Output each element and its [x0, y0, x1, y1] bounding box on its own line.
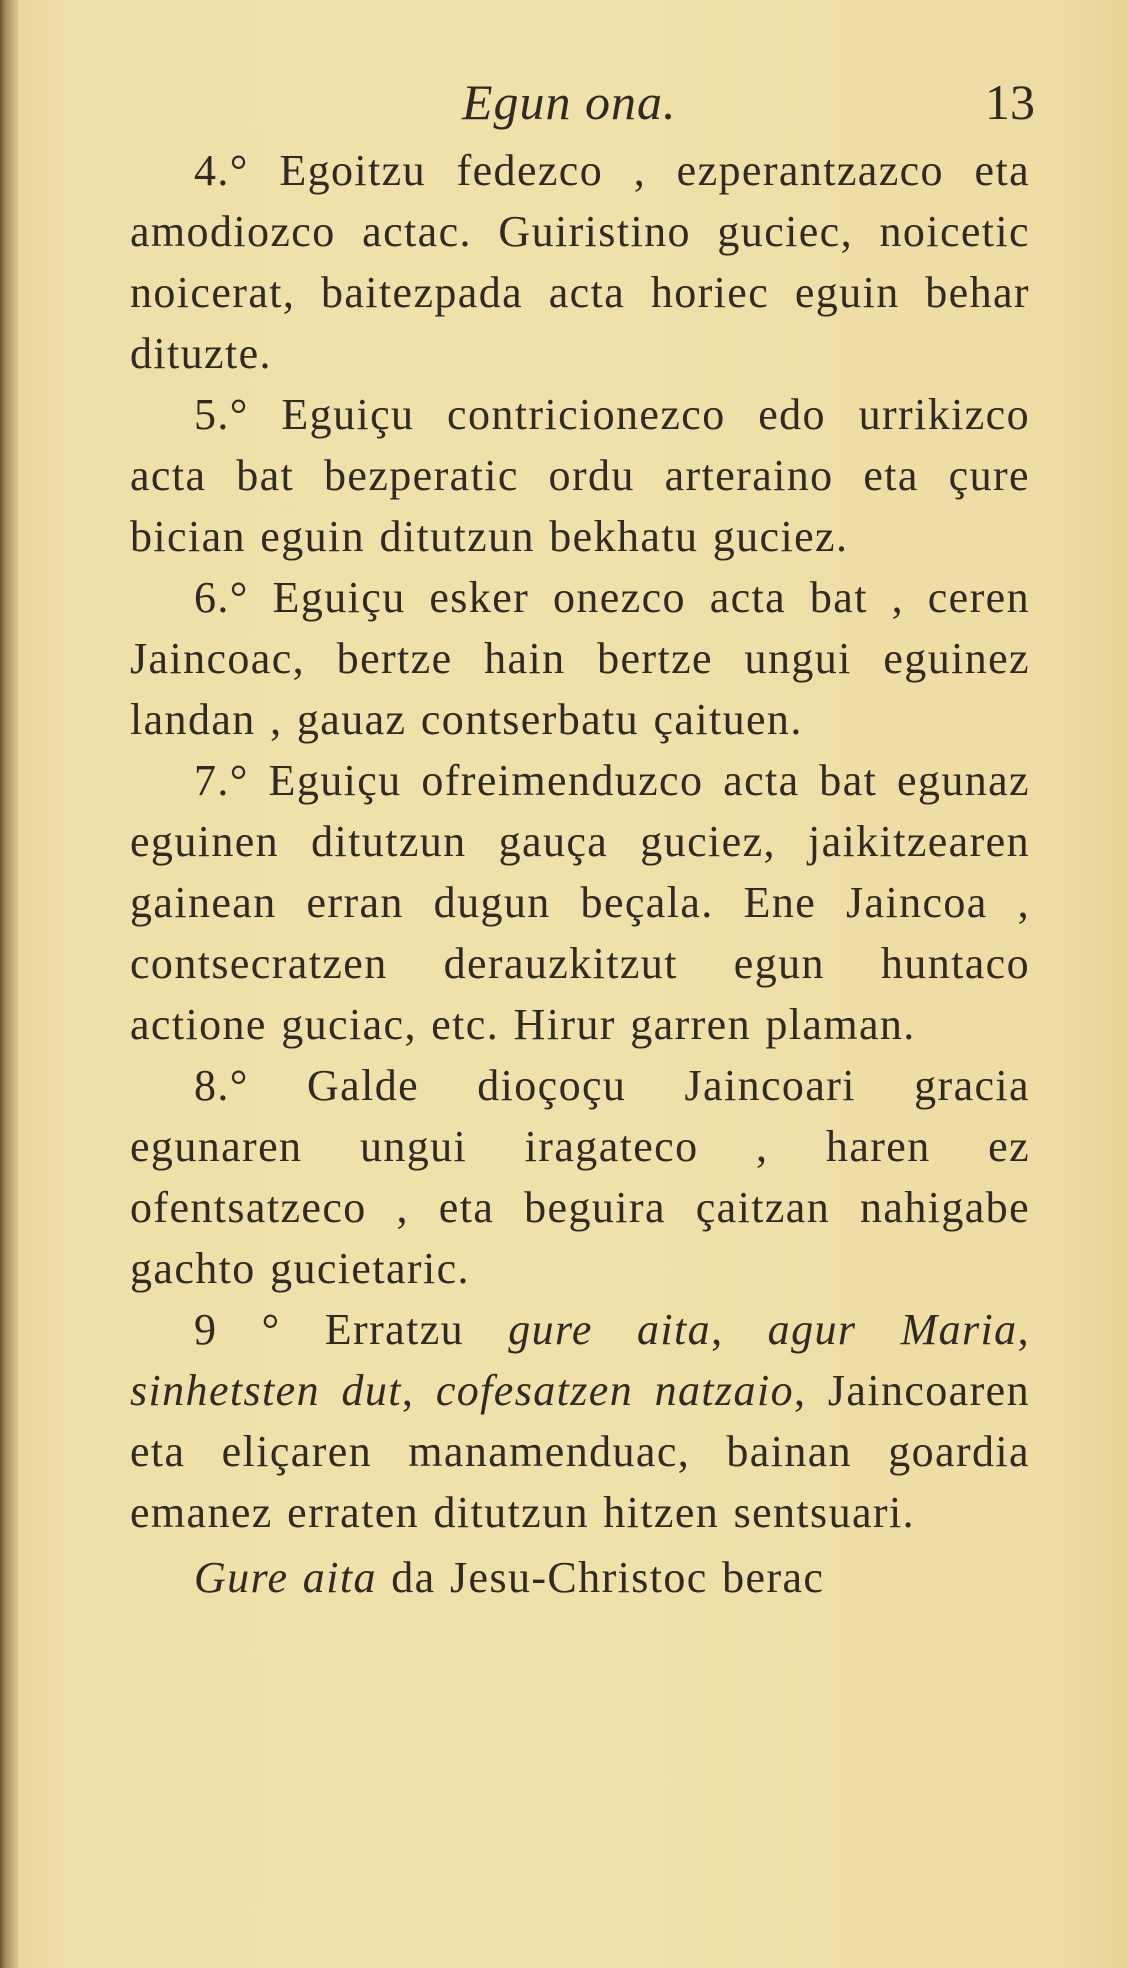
paragraph-5: 5.° Eguiçu contricionezco edo urrikizco acta bat bezperatic ordu arteraino eta çure bician eguin ditutzun bekhatu guciez.: [130, 390, 1030, 561]
paragraph-9-lead: 9 ° Erratzu: [194, 1305, 509, 1354]
prayer-title-gure-aita: gure aita: [508, 1305, 712, 1354]
paragraph-4: 4.° Egoitzu fedezco , ezperantzazco eta amodiozco actac. Guiristino guciec, noicetic noicerat, baitezpada acta horiec eguin behar dituzte.: [130, 146, 1030, 378]
paragraph-7: 7.° Eguiçu ofreimenduzco acta bat egunaz eguinen ditutzun gauça guciez, jaikitzearen gainean erran dugun beçala. Ene Jaincoa , contsecratzen derauzkitzut egun huntaco actione guciac, etc. Hirur garren plaman.: [130, 756, 1030, 1049]
running-head: [0, 72, 1128, 132]
paragraph-gure-aita: [130, 1547, 1030, 1608]
prayer-title-sinhetsten-dut: sinhetsten dut: [130, 1366, 402, 1415]
prayer-title-agur-maria: agur Maria: [767, 1305, 1018, 1354]
paragraph-9-rest: , Jaincoaren eta eliçaren manamenduac, bainan goardia emanez erraten ditutzun hitzen sentsuari.: [130, 1366, 1030, 1537]
gure-aita-text: da Jesu-Christoc berac: [376, 1553, 825, 1602]
paragraph-6: 6.° Eguiçu esker onezco acta bat , ceren Jaincoac, bertze hain bertze ungui eguinez landan , gauaz contserbatu çaituen.: [130, 573, 1030, 744]
page-binding-edge: [0, 0, 18, 1968]
separator: ,: [711, 1305, 768, 1354]
gure-aita-heading: Gure aita: [194, 1553, 377, 1602]
prayer-title-cofesatzen-natzaio: cofesatzen natzaio: [435, 1366, 794, 1415]
running-head-title: Egun ona.: [462, 74, 677, 130]
paragraph-8: 8.° Galde dioçoçu Jaincoari gracia egunaren ungui iragateco , haren ez ofentsatzeco , eta beguira çaitzan nahigabe gachto gucietaric.: [130, 1061, 1030, 1293]
text-block: [130, 140, 1030, 1608]
paragraph-9: [130, 1299, 1030, 1543]
page-number: 13: [985, 74, 1035, 130]
separator: ,: [1017, 1305, 1030, 1354]
separator: ,: [401, 1366, 436, 1415]
